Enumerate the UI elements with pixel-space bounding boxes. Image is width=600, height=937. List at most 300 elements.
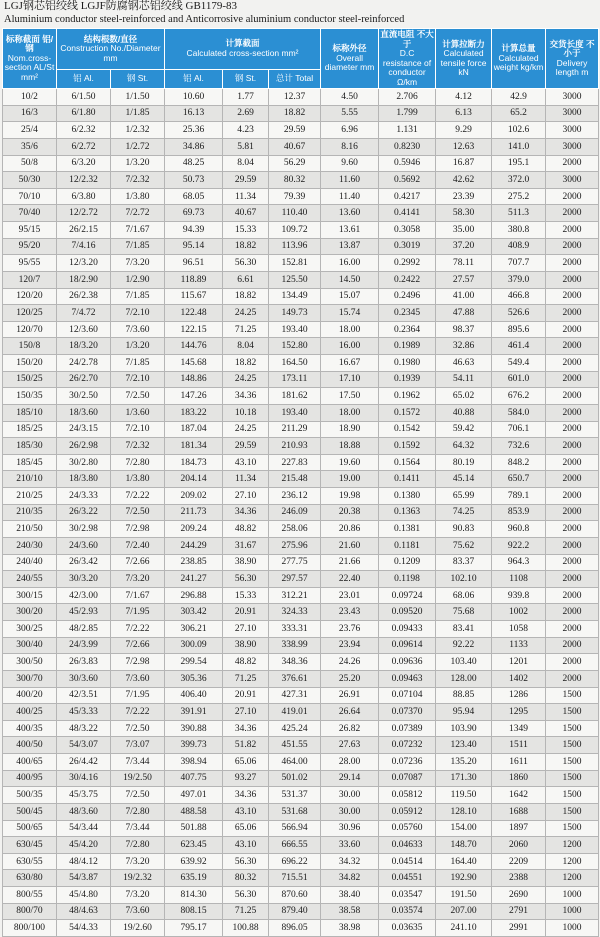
cell-delivery: 2000 (546, 338, 599, 355)
cell-tensile: 35.00 (436, 222, 492, 239)
cell-diameter: 13.61 (321, 222, 379, 239)
cell-delivery: 1500 (546, 820, 599, 837)
cell-resistance: 0.07389 (379, 720, 436, 737)
cell-construction-al: 24/3.15 (57, 421, 111, 438)
cell-delivery: 3000 (546, 122, 599, 139)
cell-area-al: 96.51 (165, 255, 223, 272)
cell-area-total: 181.62 (269, 388, 321, 405)
cell-construction-st: 19/2.32 (111, 870, 165, 887)
table-row (3, 637, 599, 654)
cell-weight: 1286 (492, 687, 546, 704)
cell-resistance: 0.1939 (379, 371, 436, 388)
cell-tensile: 47.88 (436, 305, 492, 322)
cell-nominal: 150/20 (3, 355, 57, 372)
cell-construction-st: 1/3.20 (111, 155, 165, 172)
cell-area-total: 312.21 (269, 587, 321, 604)
cell-area-al: 300.09 (165, 637, 223, 654)
cell-tensile: 103.40 (436, 654, 492, 671)
cell-nominal: 500/65 (3, 820, 57, 837)
cell-tensile: 41.00 (436, 288, 492, 305)
cell-resistance: 0.1592 (379, 438, 436, 455)
cell-construction-al: 26/2.38 (57, 288, 111, 305)
cell-resistance: 0.09636 (379, 654, 436, 671)
cell-area-total: 896.05 (269, 920, 321, 937)
cell-delivery: 1200 (546, 837, 599, 854)
cell-area-st: 56.30 (223, 853, 269, 870)
table-row (3, 670, 599, 687)
cell-area-st: 71.25 (223, 321, 269, 338)
cell-weight: 2388 (492, 870, 546, 887)
table-row (3, 770, 599, 787)
cell-area-st: 29.59 (223, 172, 269, 189)
header-construction-al: 铝 Al. (57, 69, 111, 88)
cell-construction-st: 7/1.95 (111, 687, 165, 704)
cell-delivery: 2000 (546, 388, 599, 405)
cell-resistance: 1.131 (379, 122, 436, 139)
cell-area-al: 501.88 (165, 820, 223, 837)
cell-tensile: 27.57 (436, 271, 492, 288)
cell-construction-st: 7/2.22 (111, 621, 165, 638)
cell-area-st: 40.67 (223, 205, 269, 222)
cell-resistance: 0.1363 (379, 504, 436, 521)
cell-resistance: 0.09724 (379, 587, 436, 604)
cell-construction-st: 7/3.60 (111, 670, 165, 687)
cell-resistance: 0.04551 (379, 870, 436, 887)
cell-area-al: 183.22 (165, 404, 223, 421)
cell-construction-al: 30/2.50 (57, 388, 111, 405)
cell-diameter: 30.00 (321, 787, 379, 804)
cell-weight: 141.0 (492, 138, 546, 155)
cell-delivery: 2000 (546, 604, 599, 621)
cell-weight: 853.9 (492, 504, 546, 521)
cell-nominal: 150/25 (3, 371, 57, 388)
cell-area-al: 488.58 (165, 803, 223, 820)
cell-construction-st: 7/3.60 (111, 903, 165, 920)
cell-weight: 1133 (492, 637, 546, 654)
cell-resistance: 0.2422 (379, 271, 436, 288)
cell-area-st: 18.82 (223, 288, 269, 305)
table-row (3, 105, 599, 122)
cell-tensile: 95.94 (436, 704, 492, 721)
cell-nominal: 500/45 (3, 803, 57, 820)
cell-diameter: 34.82 (321, 870, 379, 887)
cell-resistance: 0.5946 (379, 155, 436, 172)
cell-resistance: 0.09463 (379, 670, 436, 687)
cell-area-al: 407.75 (165, 770, 223, 787)
cell-resistance: 0.04514 (379, 853, 436, 870)
cell-weight: 939.8 (492, 587, 546, 604)
cell-nominal: 50/8 (3, 155, 57, 172)
cell-diameter: 13.60 (321, 205, 379, 222)
cell-tensile: 128.10 (436, 803, 492, 820)
cell-resistance: 0.1542 (379, 421, 436, 438)
cell-nominal: 120/25 (3, 305, 57, 322)
cell-area-st: 10.18 (223, 404, 269, 421)
cell-weight: 372.0 (492, 172, 546, 189)
cell-construction-al: 18/3.20 (57, 338, 111, 355)
cell-resistance: 0.03547 (379, 887, 436, 904)
cell-diameter: 23.76 (321, 621, 379, 638)
cell-nominal: 210/35 (3, 504, 57, 521)
cell-weight: 1860 (492, 770, 546, 787)
cell-construction-st: 7/3.60 (111, 321, 165, 338)
table-row (3, 587, 599, 604)
cell-nominal: 120/20 (3, 288, 57, 305)
cell-construction-st: 1/3.60 (111, 404, 165, 421)
cell-construction-st: 7/2.80 (111, 454, 165, 471)
cell-delivery: 2000 (546, 587, 599, 604)
table-row (3, 803, 599, 820)
cell-diameter: 38.98 (321, 920, 379, 937)
table-row (3, 271, 599, 288)
cell-tensile: 9.29 (436, 122, 492, 139)
table-row (3, 471, 599, 488)
cell-construction-st: 7/2.50 (111, 787, 165, 804)
cell-delivery: 2000 (546, 305, 599, 322)
cell-weight: 195.1 (492, 155, 546, 172)
cell-area-st: 11.34 (223, 188, 269, 205)
cell-diameter: 9.60 (321, 155, 379, 172)
table-row (3, 903, 599, 920)
table-row (3, 787, 599, 804)
cell-tensile: 65.02 (436, 388, 492, 405)
cell-area-total: 236.12 (269, 488, 321, 505)
cell-weight: 601.0 (492, 371, 546, 388)
cell-construction-st: 7/1.85 (111, 355, 165, 372)
cell-area-total: 425.24 (269, 720, 321, 737)
cell-weight: 511.3 (492, 205, 546, 222)
cell-area-total: 110.40 (269, 205, 321, 222)
cell-area-total: 277.75 (269, 554, 321, 571)
cell-weight: 707.7 (492, 255, 546, 272)
cell-area-st: 48.82 (223, 654, 269, 671)
cell-construction-st: 1/2.72 (111, 138, 165, 155)
header-calc-area: 计算截面 Calculated cross-section mm² (165, 29, 321, 70)
cell-tensile: 6.13 (436, 105, 492, 122)
cell-diameter: 14.50 (321, 271, 379, 288)
cell-tensile: 191.50 (436, 887, 492, 904)
cell-construction-al: 45/3.33 (57, 704, 111, 721)
cell-nominal: 120/70 (3, 321, 57, 338)
cell-diameter: 23.43 (321, 604, 379, 621)
cell-area-total: 210.93 (269, 438, 321, 455)
cell-area-st: 18.82 (223, 238, 269, 255)
cell-tensile: 40.88 (436, 404, 492, 421)
cell-construction-al: 12/3.20 (57, 255, 111, 272)
cell-tensile: 64.32 (436, 438, 492, 455)
cell-tensile: 16.87 (436, 155, 492, 172)
cell-area-st: 48.82 (223, 521, 269, 538)
cell-diameter: 5.55 (321, 105, 379, 122)
cell-area-al: 50.73 (165, 172, 223, 189)
cell-diameter: 16.00 (321, 255, 379, 272)
cell-area-total: 531.37 (269, 787, 321, 804)
cell-tensile: 75.62 (436, 537, 492, 554)
cell-construction-al: 6/1.80 (57, 105, 111, 122)
cell-area-st: 100.88 (223, 920, 269, 937)
cell-tensile: 102.10 (436, 571, 492, 588)
cell-delivery: 2000 (546, 271, 599, 288)
cell-delivery: 2000 (546, 521, 599, 538)
cell-construction-st: 7/3.20 (111, 255, 165, 272)
cell-diameter: 20.86 (321, 521, 379, 538)
cell-nominal: 210/25 (3, 488, 57, 505)
cell-weight: 1897 (492, 820, 546, 837)
cell-diameter: 28.00 (321, 754, 379, 771)
cell-area-al: 209.02 (165, 488, 223, 505)
cell-diameter: 38.40 (321, 887, 379, 904)
cell-weight: 2991 (492, 920, 546, 937)
cell-area-st: 8.04 (223, 155, 269, 172)
cell-diameter: 19.00 (321, 471, 379, 488)
cell-diameter: 26.82 (321, 720, 379, 737)
cell-construction-al: 18/3.80 (57, 471, 111, 488)
cell-area-al: 95.14 (165, 238, 223, 255)
cell-area-al: 181.34 (165, 438, 223, 455)
cell-resistance: 0.09520 (379, 604, 436, 621)
cell-construction-al: 48/4.12 (57, 853, 111, 870)
cell-construction-st: 7/1.95 (111, 604, 165, 621)
table-row (3, 887, 599, 904)
cell-delivery: 1500 (546, 803, 599, 820)
cell-delivery: 2000 (546, 554, 599, 571)
cell-construction-al: 42/3.00 (57, 587, 111, 604)
table-row (3, 205, 599, 222)
cell-construction-st: 7/1.67 (111, 587, 165, 604)
cell-diameter: 30.00 (321, 803, 379, 820)
cell-diameter: 18.88 (321, 438, 379, 455)
cell-nominal: 400/50 (3, 737, 57, 754)
cell-resistance: 1.799 (379, 105, 436, 122)
cell-weight: 1642 (492, 787, 546, 804)
table-body (3, 89, 599, 937)
cell-area-total: 80.32 (269, 172, 321, 189)
cell-construction-al: 26/3.22 (57, 504, 111, 521)
cell-diameter: 16.67 (321, 355, 379, 372)
cell-area-st: 38.90 (223, 554, 269, 571)
cell-nominal: 400/25 (3, 704, 57, 721)
cell-area-al: 639.92 (165, 853, 223, 870)
cell-delivery: 2000 (546, 454, 599, 471)
cell-area-st: 43.10 (223, 837, 269, 854)
cell-construction-al: 48/3.60 (57, 803, 111, 820)
cell-weight: 1688 (492, 803, 546, 820)
cell-area-total: 113.96 (269, 238, 321, 255)
cell-nominal: 300/25 (3, 621, 57, 638)
cell-construction-al: 26/4.42 (57, 754, 111, 771)
cell-nominal: 400/20 (3, 687, 57, 704)
cell-tensile: 45.14 (436, 471, 492, 488)
cell-resistance: 0.2345 (379, 305, 436, 322)
cell-area-al: 306.21 (165, 621, 223, 638)
cell-tensile: 135.20 (436, 754, 492, 771)
cell-nominal: 500/35 (3, 787, 57, 804)
cell-resistance: 0.09614 (379, 637, 436, 654)
cell-area-st: 31.67 (223, 537, 269, 554)
header-weight: 计算总量 Calculated weight kg/km (492, 29, 546, 89)
cell-construction-st: 7/3.20 (111, 571, 165, 588)
cell-construction-st: 1/2.90 (111, 271, 165, 288)
cell-construction-st: 7/1.85 (111, 238, 165, 255)
cell-diameter: 11.40 (321, 188, 379, 205)
header-construction: 结构根数/直径 Construction No./Diameter mm (57, 29, 165, 70)
cell-construction-st: 7/2.80 (111, 837, 165, 854)
cell-area-al: 238.85 (165, 554, 223, 571)
cell-resistance: 0.1980 (379, 355, 436, 372)
cell-area-total: 29.59 (269, 122, 321, 139)
cell-area-total: 164.50 (269, 355, 321, 372)
table-row (3, 155, 599, 172)
cell-area-al: 296.88 (165, 587, 223, 604)
table-row (3, 404, 599, 421)
table-row (3, 288, 599, 305)
cell-construction-st: 7/2.98 (111, 521, 165, 538)
cell-delivery: 1000 (546, 903, 599, 920)
cell-tensile: 164.40 (436, 853, 492, 870)
cell-resistance: 0.1989 (379, 338, 436, 355)
cell-weight: 380.8 (492, 222, 546, 239)
cell-area-st: 27.10 (223, 704, 269, 721)
cell-area-total: 451.55 (269, 737, 321, 754)
table-row (3, 488, 599, 505)
cell-resistance: 0.1411 (379, 471, 436, 488)
cell-area-st: 20.91 (223, 604, 269, 621)
table-row (3, 188, 599, 205)
cell-construction-st: 7/2.50 (111, 504, 165, 521)
cell-construction-al: 45/2.93 (57, 604, 111, 621)
cell-area-total: 246.09 (269, 504, 321, 521)
cell-resistance: 0.07232 (379, 737, 436, 754)
cell-area-total: 12.37 (269, 89, 321, 106)
cell-nominal: 95/15 (3, 222, 57, 239)
cell-diameter: 29.14 (321, 770, 379, 787)
cell-nominal: 120/7 (3, 271, 57, 288)
cell-area-total: 666.55 (269, 837, 321, 854)
cell-construction-st: 7/2.32 (111, 172, 165, 189)
cell-construction-al: 6/1.50 (57, 89, 111, 106)
cell-area-st: 71.25 (223, 903, 269, 920)
cell-tensile: 46.63 (436, 355, 492, 372)
cell-nominal: 800/55 (3, 887, 57, 904)
cell-nominal: 185/25 (3, 421, 57, 438)
cell-diameter: 34.32 (321, 853, 379, 870)
cell-delivery: 2000 (546, 537, 599, 554)
cell-delivery: 1000 (546, 920, 599, 937)
cell-weight: 2690 (492, 887, 546, 904)
cell-weight: 275.2 (492, 188, 546, 205)
cell-nominal: 300/70 (3, 670, 57, 687)
cell-area-al: 211.73 (165, 504, 223, 521)
cell-delivery: 1500 (546, 704, 599, 721)
cell-construction-st: 7/2.10 (111, 421, 165, 438)
cell-diameter: 6.96 (321, 122, 379, 139)
cell-nominal: 800/70 (3, 903, 57, 920)
cell-tensile: 32.86 (436, 338, 492, 355)
cell-area-total: 566.94 (269, 820, 321, 837)
cell-tensile: 148.70 (436, 837, 492, 854)
cell-resistance: 0.07087 (379, 770, 436, 787)
cell-delivery: 2000 (546, 238, 599, 255)
cell-area-al: 299.54 (165, 654, 223, 671)
table-row (3, 737, 599, 754)
cell-area-total: 125.50 (269, 271, 321, 288)
cell-resistance: 0.5692 (379, 172, 436, 189)
cell-weight: 549.4 (492, 355, 546, 372)
cell-delivery: 1500 (546, 754, 599, 771)
cell-area-al: 391.91 (165, 704, 223, 721)
table-row (3, 837, 599, 854)
cell-delivery: 3000 (546, 89, 599, 106)
cell-construction-st: 1/3.80 (111, 188, 165, 205)
cell-area-al: 34.86 (165, 138, 223, 155)
cell-area-st: 15.33 (223, 222, 269, 239)
cell-construction-st: 7/2.32 (111, 438, 165, 455)
cell-resistance: 0.1381 (379, 521, 436, 538)
table-row (3, 305, 599, 322)
cell-diameter: 17.10 (321, 371, 379, 388)
table-row (3, 537, 599, 554)
cell-construction-al: 6/2.72 (57, 138, 111, 155)
cell-delivery: 1500 (546, 720, 599, 737)
cell-construction-st: 7/1.67 (111, 222, 165, 239)
cell-construction-al: 6/2.32 (57, 122, 111, 139)
title-block (4, 0, 596, 26)
cell-construction-al: 7/4.72 (57, 305, 111, 322)
table-row (3, 521, 599, 538)
cell-construction-al: 12/2.32 (57, 172, 111, 189)
cell-weight: 584.0 (492, 404, 546, 421)
cell-nominal: 300/20 (3, 604, 57, 621)
table-row (3, 222, 599, 239)
cell-area-total: 193.40 (269, 321, 321, 338)
cell-construction-st: 7/2.10 (111, 305, 165, 322)
table-row (3, 321, 599, 338)
cell-construction-al: 30/2.80 (57, 454, 111, 471)
cell-resistance: 0.3019 (379, 238, 436, 255)
cell-construction-st: 7/2.10 (111, 371, 165, 388)
cell-nominal: 70/10 (3, 188, 57, 205)
cell-delivery: 2000 (546, 504, 599, 521)
cell-delivery: 2000 (546, 654, 599, 671)
cell-resistance: 0.04633 (379, 837, 436, 854)
cell-area-al: 305.36 (165, 670, 223, 687)
cell-construction-st: 7/2.98 (111, 654, 165, 671)
cell-construction-al: 30/4.16 (57, 770, 111, 787)
cell-nominal: 240/55 (3, 571, 57, 588)
cell-construction-st: 1/2.32 (111, 122, 165, 139)
cell-area-total: 211.29 (269, 421, 321, 438)
cell-area-al: 48.25 (165, 155, 223, 172)
cell-nominal: 70/40 (3, 205, 57, 222)
cell-area-total: 333.31 (269, 621, 321, 638)
cell-tensile: 128.00 (436, 670, 492, 687)
header-area-st: 钢 St. (223, 69, 269, 88)
cell-area-total: 879.40 (269, 903, 321, 920)
cell-diameter: 15.07 (321, 288, 379, 305)
cell-weight: 461.4 (492, 338, 546, 355)
cell-weight: 706.1 (492, 421, 546, 438)
cell-tensile: 74.25 (436, 504, 492, 521)
cell-construction-al: 26/3.42 (57, 554, 111, 571)
cell-area-al: 241.27 (165, 571, 223, 588)
cell-construction-st: 7/1.85 (111, 288, 165, 305)
table-row (3, 920, 599, 937)
cell-weight: 1349 (492, 720, 546, 737)
cell-tensile: 123.40 (436, 737, 492, 754)
cell-tensile: 58.30 (436, 205, 492, 222)
cell-area-st: 34.36 (223, 388, 269, 405)
cell-area-st: 24.25 (223, 421, 269, 438)
